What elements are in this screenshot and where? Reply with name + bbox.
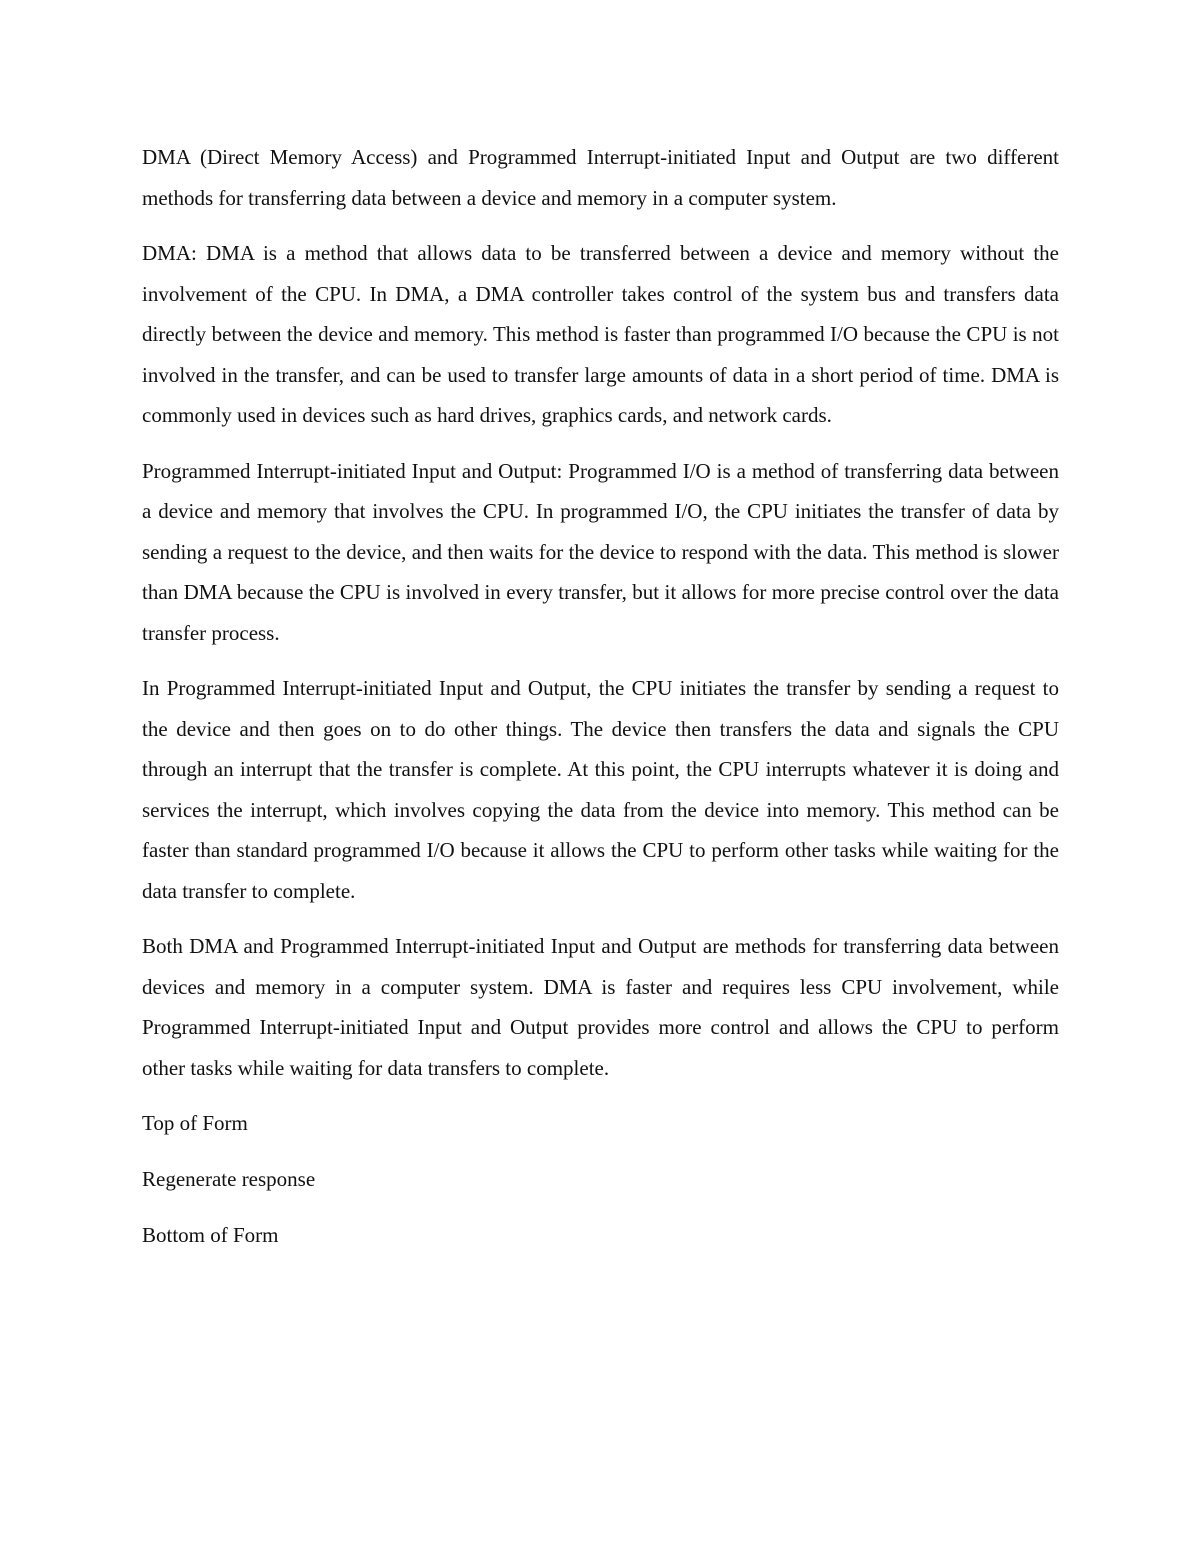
- paragraph-dma: DMA: DMA is a method that allows data to be transferred between a device and memory without the involvement of the CPU. In DMA, a DMA controller takes control of the system bus and transfers data directly between the device and memory. This method is faster than programmed I/O because the CPU is not involved in the transfer, and can be used to transfer large amounts of data in a short period of time. DMA is commonly used in devices such as hard drives, graphics cards, and network cards.: [142, 241, 1059, 427]
- regenerate-response-text: Regenerate response: [142, 1167, 316, 1191]
- paragraph-interrupt-io: In Programmed Interrupt-initiated Input and Output, the CPU initiates the transfer by sending a request to the device and then goes on to do other things. The device then transfers the data and signals the CPU through an interrupt that the transfer is complete. At this point, the CPU interrupts whatever it is doing and services the interrupt, which involves copying the data from the device into memory. This method can be faster than standard programmed I/O because it allows the CPU to perform other tasks while waiting for the data transfer to complete.: [142, 676, 1059, 903]
- paragraph-intro: DMA (Direct Memory Access) and Programmed Interrupt-initiated Input and Output are two different methods for transferring data between a device and memory in a computer system.: [142, 145, 1059, 210]
- paragraph-summary: Both DMA and Programmed Interrupt-initiated Input and Output are methods for transferring data between devices and memory in a computer system. DMA is faster and requires less CPU involvement, while Programmed Interrupt-initiated Input and Output provides more control and allows the CPU to perform other tasks while waiting for data transfers to complete.: [142, 934, 1059, 1080]
- bottom-of-form-text: Bottom of Form: [142, 1223, 279, 1247]
- top-of-form-text: Top of Form: [142, 1111, 248, 1135]
- document-body: [142, 137, 1059, 1271]
- paragraph-programmed-io: Programmed Interrupt-initiated Input and Output: Programmed I/O is a method of transferring data between a device and memory that involves the CPU. In programmed I/O, the CPU initiates the transfer of data by sending a request to the device, and then waits for the device to respond with the data. This method is slower than DMA because the CPU is involved in every transfer, but it allows for more precise control over the data transfer process.: [142, 458, 1059, 645]
